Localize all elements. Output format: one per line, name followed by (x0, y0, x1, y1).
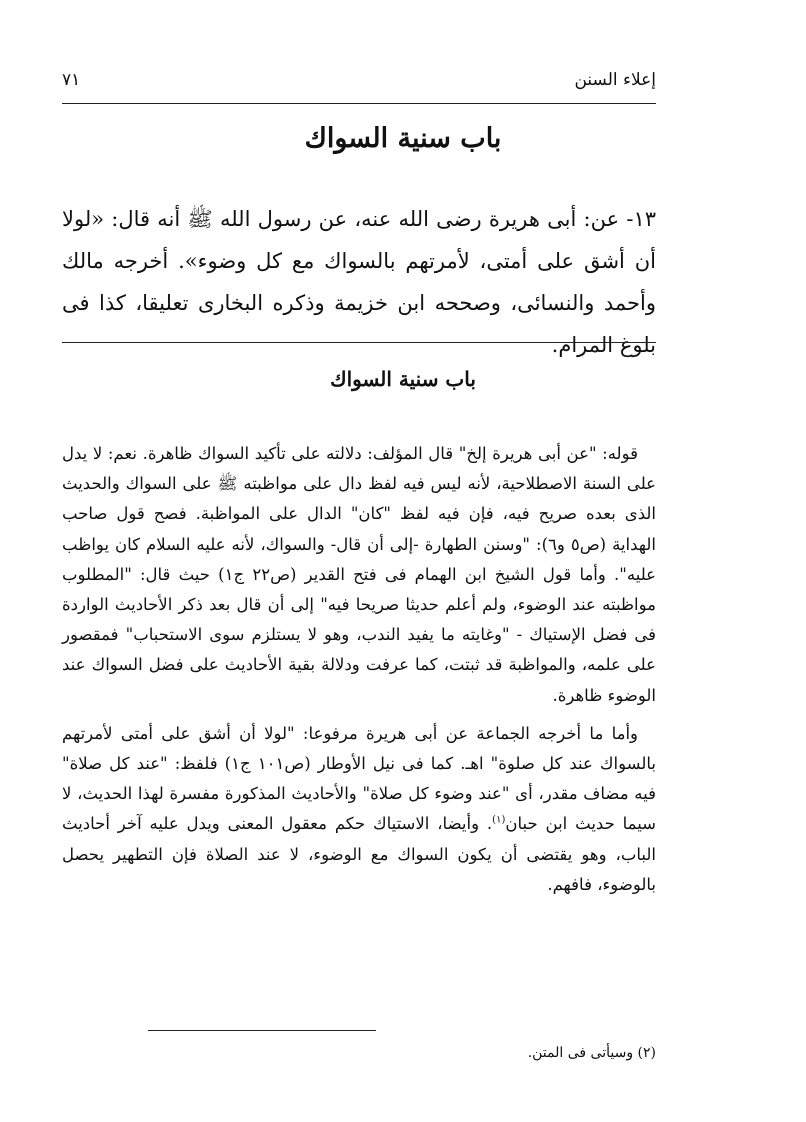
footnote-divider (148, 1030, 376, 1031)
commentary-block (62, 439, 656, 900)
hadith-block (62, 198, 656, 366)
commentary-paragraph-2 (62, 719, 656, 900)
commentary-title: باب سنية السواك (330, 367, 476, 391)
section-divider (62, 342, 656, 343)
footnote: (٢) وسيأتى فى المتن. (527, 1045, 656, 1061)
running-title: إعلاء السنن (574, 70, 656, 90)
running-header (62, 70, 656, 100)
page-number: ٧١ (62, 70, 81, 90)
commentary-paragraph-1: قوله: "عن أبى هريرة إلخ" قال المؤلف: دلالته على تأكيد السواك ظاهرة. نعم: لا يدل على السنة الاصطلاحية، لأنه ليس فيه لفظ دال على مواظبته ﷺ على السواك والحديث الذى بعده صريح فيه، فإن فيه لفظ "كان" الدال على المواظبة. فصح قول صاحب الهداية (ص٥ و٦): "وسنن الطهارة -إلى أن قال- والسواك، لأنه عليه السلام كان يواظب عليه". وأما قول الشيخ ابن الهمام فى فتح القدير (ص٢٢ ج١) حيث قال: "المطلوب مواظبته عند الوضوء، ولم أعلم حديثا صريحا فيه" إلى أن قال بعد ذكر الأحاديث الواردة فى فضل الإستياك - "وغايته ما يفيد الندب، وهو لا يستلزم سوى الاستحباب" فمقصور على علمه، والمواظبة قد ثبتت، كما عرفت ودلالة بقية الأحاديث على فضل السواك عند الوضوء ظاهرة. (62, 444, 657, 705)
hadith-text: ١٣- عن: أبى هريرة رضى الله عنه، عن رسول الله ﷺ أنه قال: «لولا أن أشق على أمتى، لأمرتهم بالسواك مع كل وضوء». أخرجه مالك وأحمد والنسائى، وصححه ابن خزيمة وذكره البخارى تعليقا، كذا فى بلوغ المرام. (62, 207, 656, 357)
header-divider (62, 103, 656, 104)
commentary-paragraph-2-start: وأما ما أخرجه الجماعة عن أبى هريرة مرفوعا: "لولا أن أشق على أمتى لأمرتهم بالسواك عند كل صلوة" اهـ. كما فى نيل الأوطار (ص١٠١ ج١) فلفظ: "عند كل صلاة" فيه مضاف مقدر، أى "عند وضوء كل صلاة" والأحاديث المذكورة مفسرة لهذا الحديث، لا سيما حديث ابن حبان (62, 723, 656, 834)
commentary-paragraph-2-end: . وأيضا، الاستياك حكم معقول المعنى ويدل عليه آخر أحاديث الباب، وهو يقتضى أن يكون السواك مع الوضوء، لا عند الصلاة فإن التطهير يحصل بالوضوء، فافهم. (62, 814, 656, 894)
footnote-reference: (١) (492, 814, 506, 826)
chapter-title: باب سنية السواك (304, 123, 502, 154)
